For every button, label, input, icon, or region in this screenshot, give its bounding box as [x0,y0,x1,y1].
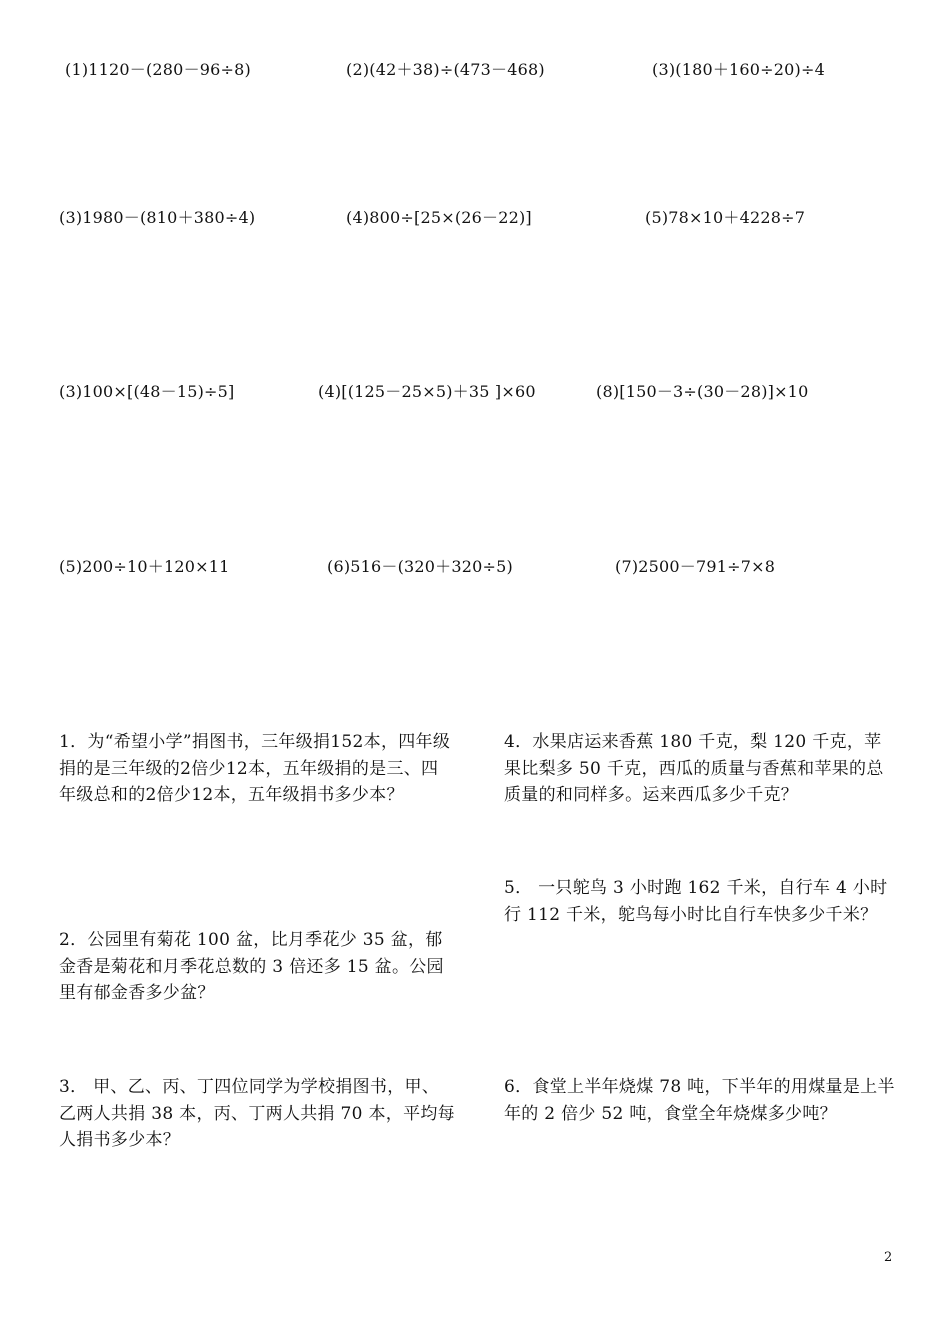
expression-4-3: (7)2500－791÷7×8 [615,557,776,576]
expression-4-1: (5)200÷10＋120×11 [59,557,230,576]
page-number: 2 [884,1250,893,1265]
expression-2-2: (4)800÷[25×(26－22)] [346,208,532,227]
word-problem-4: 4．水果店运来香蕉 180 千克，梨 120 千克，苹果比梨多 50 千克，西瓜的质量与香蕉和苹果的总质量的和同样多。运来西瓜多少千克？ [504,732,884,805]
word-problem-6: 6．食堂上半年烧煤 78 吨，下半年的用煤量是上半年的 2 倍少 52 吨，食堂全年烧煤多少吨？ [504,1077,895,1124]
expression-4-2: (6)516－(320＋320÷5) [327,557,513,576]
expression-2-3: (5)78×10＋4228÷7 [645,208,806,227]
word-problem-2: 2．公园里有菊花 100 盆，比月季花少 35 盆，郁金香是菊花和月季花总数的 3 倍还多 15 盆。公园里有郁金香多少盆？ [59,930,444,1003]
expression-1-1: (1)1120－(280－96÷8) [65,60,251,79]
expression-1-2: (2)(42＋38)÷(473－468) [346,60,545,79]
word-problem-5: 5． 一只鸵鸟 3 小时跑 162 千米，自行车 4 小时行 112 千米，鸵鸟每小时比自行车快多少千米？ [504,878,888,925]
expression-3-3: (8)[150－3÷(30－28)]×10 [596,382,809,401]
expression-3-1: (3)100×[(48－15)÷5] [59,382,235,401]
expression-2-1: (3)1980－(810＋380÷4) [59,208,256,227]
expression-1-3: (3)(180＋160÷20)÷4 [652,60,825,79]
expression-3-2: (4)[(125－25×5)＋35 ]×60 [318,382,536,401]
word-problem-3: 3． 甲、乙、丙、丁四位同学为学校捐图书，甲、乙两人共捐 38 本，丙、丁两人共捐 70 本，平均每人捐书多少本？ [59,1077,455,1150]
word-problem-1: 1．为“希望小学”捐图书，三年级捐152本，四年级捐的是三年级的2倍少12本，五年级捐的是三、四年级总和的2倍少12本，五年级捐书多少本？ [59,732,451,805]
